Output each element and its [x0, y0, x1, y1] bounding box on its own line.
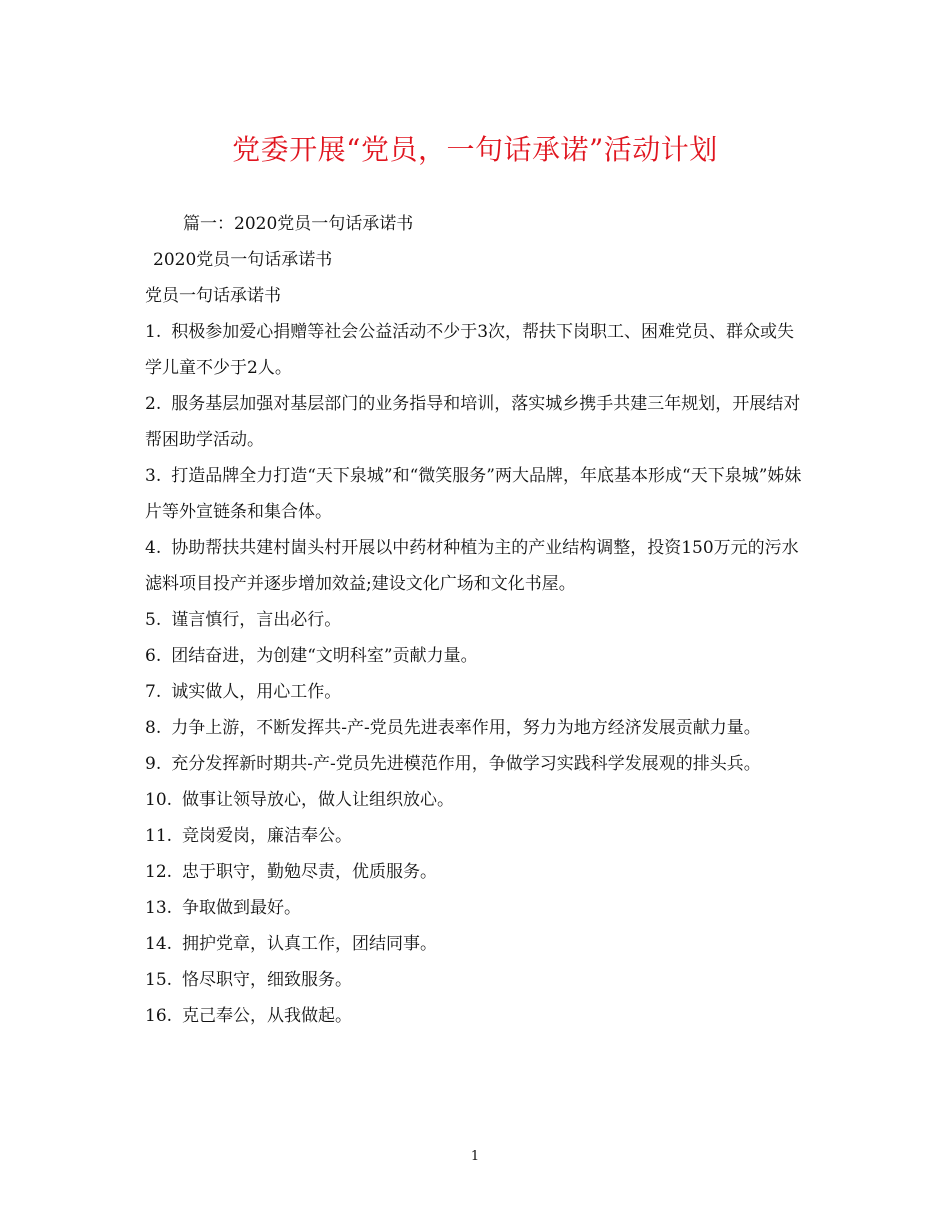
list-item	[145, 890, 809, 926]
list-item	[145, 926, 809, 962]
list-item-number: 1.	[145, 322, 162, 342]
list-item	[145, 314, 809, 386]
list-item-number: 7.	[145, 682, 162, 702]
list-item-number: 3.	[145, 466, 162, 486]
section-subheading: 2020党员一句话承诺书	[153, 250, 333, 270]
list-item-text: 服务基层加强对基层部门的业务指导和培训，落实城乡携手共建三年规划，开展结对帮困助学活动。	[145, 394, 801, 450]
list-item	[145, 854, 809, 890]
list-item-number: 6.	[145, 646, 162, 666]
list-item	[145, 746, 809, 782]
list-item-number: 14.	[145, 934, 173, 954]
commitment-list	[145, 314, 809, 1034]
page-number: 1	[470, 1149, 480, 1164]
list-item	[145, 710, 809, 746]
list-item-number: 4.	[145, 538, 162, 558]
list-item	[145, 530, 809, 602]
list-item-number: 10.	[145, 790, 173, 810]
list-item-text: 忠于职守，勤勉尽责，优质服务。	[182, 862, 438, 882]
list-heading: 党员一句话承诺书	[145, 286, 281, 306]
list-item-number: 13.	[145, 898, 173, 918]
list-item-number: 11.	[145, 826, 173, 846]
document-body	[145, 206, 809, 1034]
list-item-text: 力争上游，不断发挥共-产-党员先进表率作用，努力为地方经济发展贡献力量。	[171, 718, 761, 738]
list-item-number: 16.	[145, 1006, 173, 1026]
list-item	[145, 818, 809, 854]
list-item-number: 9.	[145, 754, 162, 774]
list-item-number: 8.	[145, 718, 162, 738]
list-item	[145, 602, 809, 638]
list-item-number: 12.	[145, 862, 173, 882]
list-item-text: 积极参加爱心捐赠等社会公益活动不少于3次，帮扶下岗职工、困难党员、群众或失学儿童不少于2人。	[145, 322, 795, 378]
list-item-text: 恪尽职守，细致服务。	[182, 970, 353, 990]
list-item-text: 克己奉公，从我做起。	[182, 1006, 353, 1026]
document-title: 党委开展“党员，一句话承诺”活动计划	[232, 133, 718, 166]
list-item	[145, 674, 809, 710]
list-item-text: 团结奋进，为创建“文明科室”贡献力量。	[171, 646, 478, 666]
list-item	[145, 386, 809, 458]
list-item-text: 诚实做人，用心工作。	[171, 682, 342, 702]
list-item-text: 争取做到最好。	[182, 898, 302, 918]
list-item	[145, 998, 809, 1034]
list-item-text: 谨言慎行，言出必行。	[171, 610, 342, 630]
list-item	[145, 782, 809, 818]
list-item-text: 打造品牌全力打造“天下泉城”和“微笑服务”两大品牌，年底基本形成“天下泉城”姊妹片等外宣链条和集合体。	[145, 466, 802, 522]
list-item	[145, 638, 809, 674]
list-item-text: 充分发挥新时期共-产-党员先进模范作用，争做学习实践科学发展观的排头兵。	[171, 754, 761, 774]
list-item-text: 做事让领导放心，做人让组织放心。	[182, 790, 455, 810]
list-item	[145, 458, 809, 530]
list-item-text: 竞岗爱岗，廉洁奉公。	[182, 826, 353, 846]
list-item-text: 拥护党章，认真工作，团结同事。	[182, 934, 438, 954]
list-item-number: 15.	[145, 970, 173, 990]
section-heading: 篇一：2020党员一句话承诺书	[183, 214, 414, 234]
list-item-number: 5.	[145, 610, 162, 630]
list-item	[145, 962, 809, 998]
list-item-number: 2.	[145, 394, 162, 414]
list-item-text: 协助帮扶共建村崮头村开展以中药材种植为主的产业结构调整，投资150万元的污水滤料项目投产并逐步增加效益;建设文化广场和文化书屋。	[145, 538, 799, 594]
